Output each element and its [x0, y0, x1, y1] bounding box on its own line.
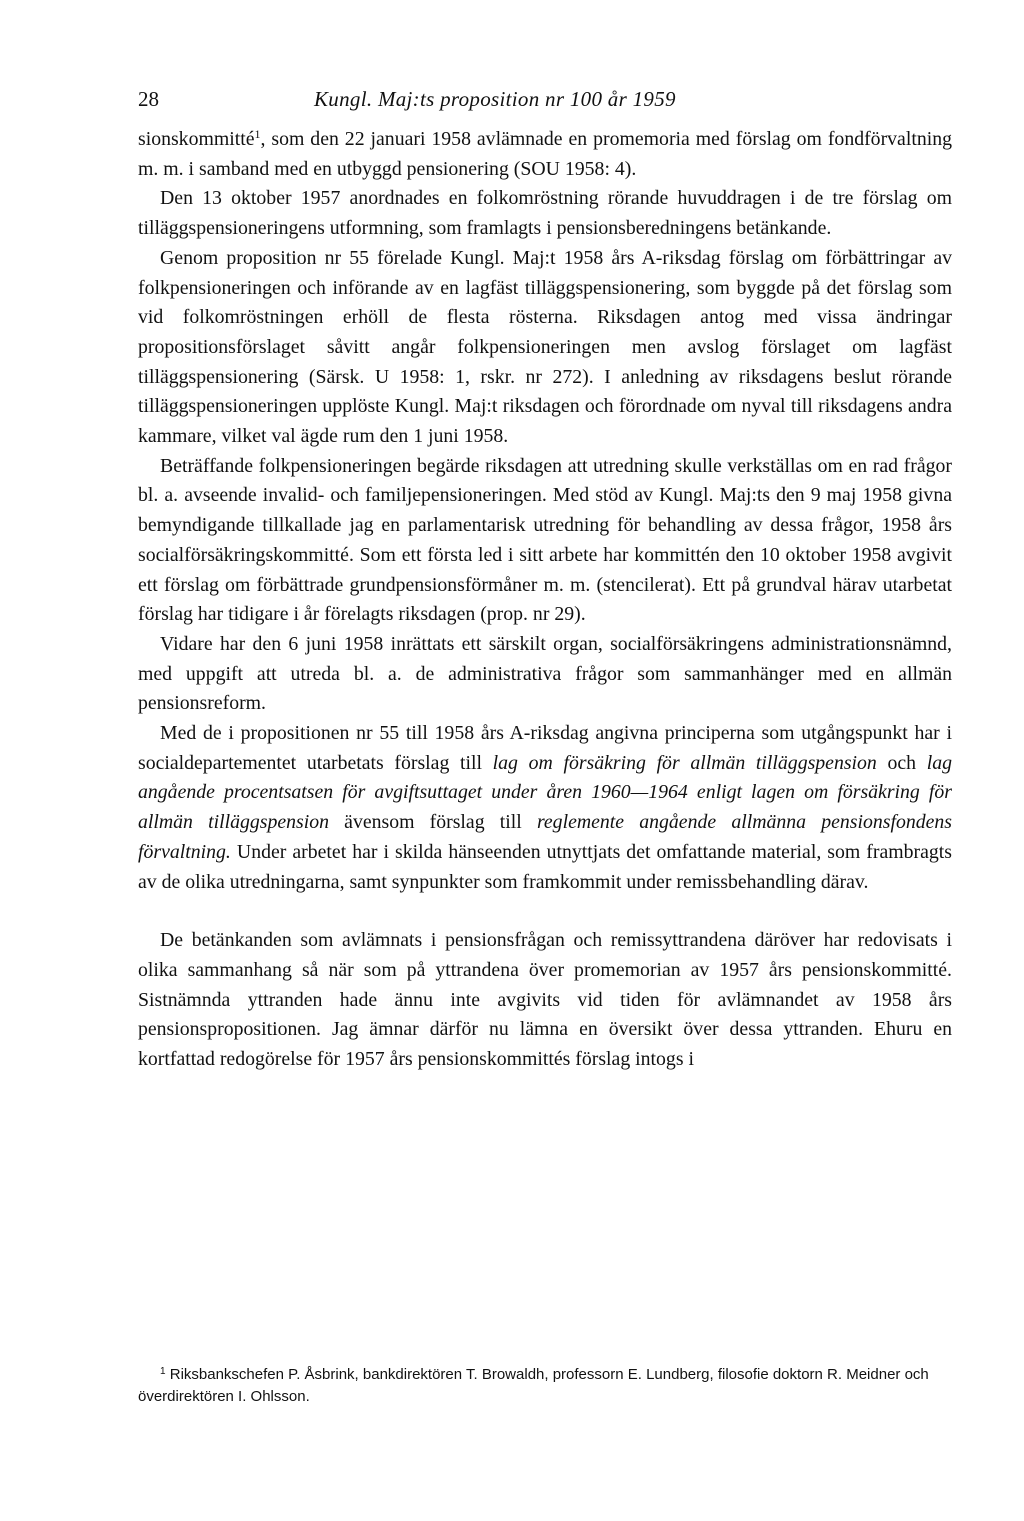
- paragraph-text: Den 13 oktober 1957 anordnades en folkomröstning rörande huvuddragen i de tre förslag om tilläggspensioneringens utformning, som framlagts i pensionsberedningens betänkande.: [138, 187, 952, 240]
- paragraph: [138, 926, 952, 1075]
- paragraph-text: , som den 22 januari 1958 avlämnade en promemoria med förslag om fondförvaltning m. m. i samband med en utbyggd pensionering (SOU 1958: 4).: [138, 128, 952, 180]
- page-header: [138, 84, 950, 114]
- paragraph-text: Under arbetet har i skilda hänseenden utnyttjats det omfattande material, som frambragts av de olika utredningarna, samt synpunkter som framkommit under remissbehandling därav.: [138, 840, 952, 893]
- paragraph: [138, 452, 952, 630]
- footnote-text: Riksbankschefen P. Åsbrink, bankdirektören T. Browaldh, professorn E. Lundberg, filosofie doktorn R. Meidner och överdirektören I. Ohlsson.: [138, 1366, 929, 1405]
- italic-title: lag angående procentsatsen för avgiftsuttaget under åren 1960—1964 enligt lagen om försäkring för allmän tilläggspension: [138, 751, 953, 834]
- body-text: [138, 125, 952, 1075]
- paragraph-text: Vidare har den 6 juni 1958 inrättats ett särskilt organ, socialförsäkringens administrationsnämnd, med uppgift att utreda bl. a. de administrativa frågor som sammanhänger med en allmän pensionsreform.: [138, 632, 952, 715]
- italic-title: reglemente angående allmänna pensionsfondens förvaltning.: [138, 811, 952, 863]
- paragraph: [138, 125, 952, 184]
- paragraph: [138, 244, 952, 452]
- paragraph-text: Beträffande folkpensioneringen begärde riksdagen att utredning skulle verkställas om en rad frågor bl. a. avseende invalid- och familjepensioneringen. Med stöd av Kungl. Maj:ts den 9 maj 1958 givna bemyndigande tillkallade jag en parlamentarisk utredning för behandling av dessa frågor, 1958 års socialförsäkringskommitté. Som ett första led i sitt arbete har kommittén den 10 oktober 1958 avgivit ett förslag om förbättrade grundpensionsförmåner m. m. (stencilerat). Ett på grundval härav utarbetat förslag har tidigare i år förelagts riksdagen (prop. nr 29).: [138, 454, 952, 626]
- paragraph-text: De betänkanden som avlämnats i pensionsfrågan och remissyttrandena däröver har redovisats i olika sammanhang så när som på yttrandena över promemorian av 1957 års pensionskommitté. Sistnämnda yttranden hade ännu inte avgivits vid tiden för avlämnandet av 1958 års pensionspropositionen. Jag ämnar därför nu lämna en översikt över dessa yttranden. Ehuru en kortfattad redogörelse för 1957 års pensionskommittés förslag intogs i: [138, 929, 952, 1071]
- page-number: 28: [138, 87, 159, 111]
- italic-title: lag om försäkring för allmän tilläggspension: [492, 751, 877, 774]
- paragraph: [138, 719, 952, 897]
- paragraph-text: ävensom förslag till: [329, 811, 537, 834]
- paragraph-text: Med de i propositionen nr 55 till 1958 års A-riksdag angivna principerna som utgångspunkt har i socialdepartementet utarbetats förslag till: [138, 722, 952, 774]
- paragraph: [138, 630, 952, 719]
- footnote-reference: 1: [254, 127, 261, 141]
- paragraph-text: Genom proposition nr 55 förelade Kungl. Maj:t 1958 års A-riksdag förslag om förbättringar av folkpensioneringen och införande av en lagfäst tilläggspensionering, som byggde på det förslag som vid folkomröstningen erhöll de flesta rösterna. Riksdagen antog med vissa ändringar propositionsförslaget såvitt angår folkpensioneringen men avslog förslaget om lagfäst tilläggspensionering (Särsk. U 1958: 1, rskr. nr 272). I anledning av riksdagens beslut rörande tilläggspensioneringen upplöste Kungl. Maj:t riksdagen och förordnade om nyval till riksdagens andra kammare, vilket val ägde rum den 1 juni 1958.: [138, 246, 952, 448]
- footnote: [138, 1364, 952, 1408]
- paragraph-text: och: [876, 751, 927, 774]
- footnote-marker: 1: [160, 1366, 166, 1377]
- paragraph-text: sionskommitté: [138, 128, 255, 150]
- running-title: Kungl. Maj:ts proposition nr 100 år 1959: [314, 87, 676, 111]
- paragraph: [138, 184, 952, 243]
